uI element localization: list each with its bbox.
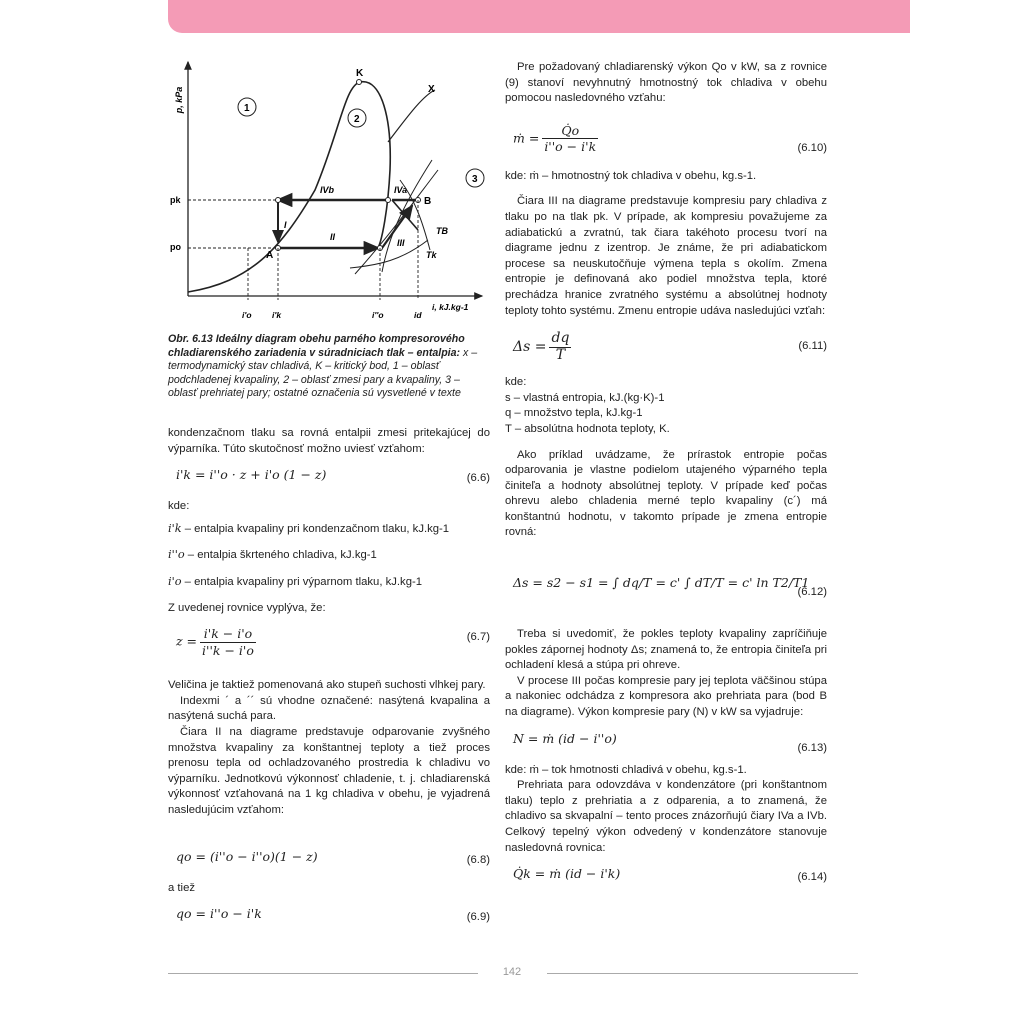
tick-id: id [414,310,422,320]
eq-6-6: i'k = i''o · z + i'o (1 − z) (6.6) [176,467,490,485]
y-axis-label: p, kPa [174,86,184,114]
right-p6: V procese III počas kompresie pary jej teplota väčšinou stúpa a nakoniec odchádza z kompresora ako prehriata para (bod B na diagrame). Výkon kompresie pary (N) v kW sa vyjadruje: [505,674,827,719]
caption-body: x – termodynamický stav chladivá, K – kritický bod, 1 – oblasť podchladenej kvapaliny, 2 – oblasť zmesi pary a kvapaliny, 3 – oblasť prehriatej pary; ostatné označenia sú vysvetlené v texte [168,346,478,400]
left-p5: Čiara II na diagrame predstavuje odparovanie zvyšného množstva kvapaliny za konštantnej teploty a tiež proces prenosu tepla od ochladzovaného prostredia k chladivu vo výparníku. Jednotkovú výkonnosť chladenie, t. j. chladiarenská výkonnosť vzťahovaná na 1 kg chladiva v obehu, je vyjadrená nasledujúcim vzťahom: [168,725,490,816]
right-p2: kde: ṁ – hmotnostný tok chladiva v obehu, kg.s-1. [505,169,757,182]
region-1: 1 [244,103,250,114]
page-number: 142 [502,966,522,978]
right-p5: Treba si uvedomiť, že pokles teploty kvapaliny zapríčiňuje pokles zápornej hodnoty Δs; znamená to, že entropia činiteľa pri ochladení klesá a stúpa pri ohreve. [505,628,827,672]
label-IVa: IVa [394,185,408,195]
label-pk: pk [170,195,181,205]
right-p7: kde: ṁ – tok hmotnosti chladivá v obehu, kg.s-1. [505,763,747,776]
left-column [168,426,490,938]
left-p1: kondenzačnom tlaku sa rovná entalpii zmesi pritekajúcej do výparníka. Túto skutočnosť možno uviesť vzťahom: [168,427,490,455]
right-p8: Prehriata para odovzdáva v kondenzátore (pri konštantnom tlaku) teplo z prehriatia a z odparenia, a to znamená, že chladivo sa skvapalní – tento proces znázorňujú čiary IVa a IVb. Celkový tepelný výkon odvedený v kondenzátore stanovuje nasledovná rovnica: [505,779,827,854]
label-po: po [170,242,181,252]
footer-rule-right [547,973,858,974]
def-ik: i'k – entalpia kvapaliny pri kondenzačnom tlaku, kJ.kg-1 [168,521,450,535]
left-p6: a tiež [168,881,196,894]
point-X: X [428,84,435,95]
tick-i0pp: i''o [372,310,384,320]
region-2: 2 [354,114,360,125]
right-column [505,60,827,898]
tick-ikp: i'k [272,310,282,320]
point-A: A [266,250,274,261]
left-p2: Z uvedenej rovnice vyplýva, že: [168,601,326,614]
right-p4: Ako príklad uvádzame, že prírastok entropie počas odparovania je vlastne podielom utajeného výparného tepla činiteľa a hodnoty absolútnej teploty. V prípade keď počas ohrevu alebo chladenia merné teplo kvapaliny (c´) má konštantnú hodnotu, v takomto prípade je zmena entropie rovná: [505,448,827,539]
tick-i0p: i'o [242,310,252,320]
caption-title: Obr. 6.13 Ideálny diagram obehu parného kompresorového chladiarenského zariadenia v súradniciach tlak – entalpia: [168,333,465,359]
eq-6-12: Δs = s2 − s1 = ∫ dq/T = c' ∫ dT/T = c' ln T2/T1 (6.12) [513,575,827,599]
x-curve [388,90,435,142]
label-II: II [330,232,336,242]
label-IVb: IVb [320,185,335,195]
def-i0p: i'o – entalpia kvapaliny pri výparnom tlaku, kJ.kg-1 [168,574,423,588]
left-kde: kde: [168,500,190,513]
header-band [168,0,910,33]
label-I: I [284,220,287,230]
eq-6-11: Δs = $\frac{dq}{T}$ (6.11) [513,330,827,363]
right-kde: kde: [505,376,527,389]
point-B: B [424,196,432,207]
ph-diagram [160,60,490,330]
def-i0pp: i''o – entalpia škrteného chladiva, kJ.kg-1 [168,548,377,562]
footer-rule-left [168,973,478,974]
x-axis-label: i, kJ.kg-1 [432,302,469,312]
point-K: K [356,68,364,79]
eq-6-10: ṁ = $\frac{Q̇o}{i''o - i'k}$ (6.10) [513,122,827,155]
left-p3: Veličina je taktiež pomenovaná ako stupeň suchosti vlhkej pary. [168,679,486,692]
eq-6-7: z = $\frac{i'k - i'o}{i''k - i'o}$ (6.7) [176,626,490,658]
right-p3: Čiara III na diagrame predstavuje kompresiu pary chladiva z tlaku po na tlak pk. V prípade, ak kompresiu považujeme za adiabatickú a zvratnú, tak čiara takéhoto procesu tvorí na diagrame jednu z izentrop. Je známe, že pri adiabatickom procese sa neuskutočňuje výmena tepla s okolím. Zmena entropie je definovaná ako podiel množstva tepla, ktoré prechádza hranice zvratného systému a absolútnej hodnoty teploty tohto systému. Zmenu entropie udáva nasledujúci vzťah: [505,195,827,317]
label-Tk: Tk [426,250,437,260]
right-d3: T – absolútna hodnota teploty, K. [505,422,670,435]
eq-6-9: qo = i''o − i'k (6.9) [176,906,490,924]
right-d1: s – vlastná entropia, kJ.(kg·K)-1 [505,391,665,404]
region-3: 3 [472,174,478,185]
eq-6-8: qo = (i''o − i''o)(1 − z) (6.8) [176,848,490,866]
right-d2: q – množstvo tepla, kJ.kg-1 [505,407,643,420]
label-TB: TB [436,226,448,236]
label-III: III [397,238,405,248]
eq-6-14: Q̇k = ṁ (id − i'k) (6.14) [513,866,827,884]
figure-caption [168,333,490,401]
right-p1: Pre požadovaný chladiarenský výkon Qo v kW, sa z rovnice (9) stanoví nevyhnutný hmotnostný tok chladiva v obehu pomocou nasledovného vzťahu: [505,61,827,105]
left-p4: Indexmi ´ a ´´ sú vhodne označené: nasýtená kvapalina a nasýtená suchá para. [168,694,490,723]
eq-6-13: N = ṁ (id − i''o) (6.13) [513,730,827,754]
